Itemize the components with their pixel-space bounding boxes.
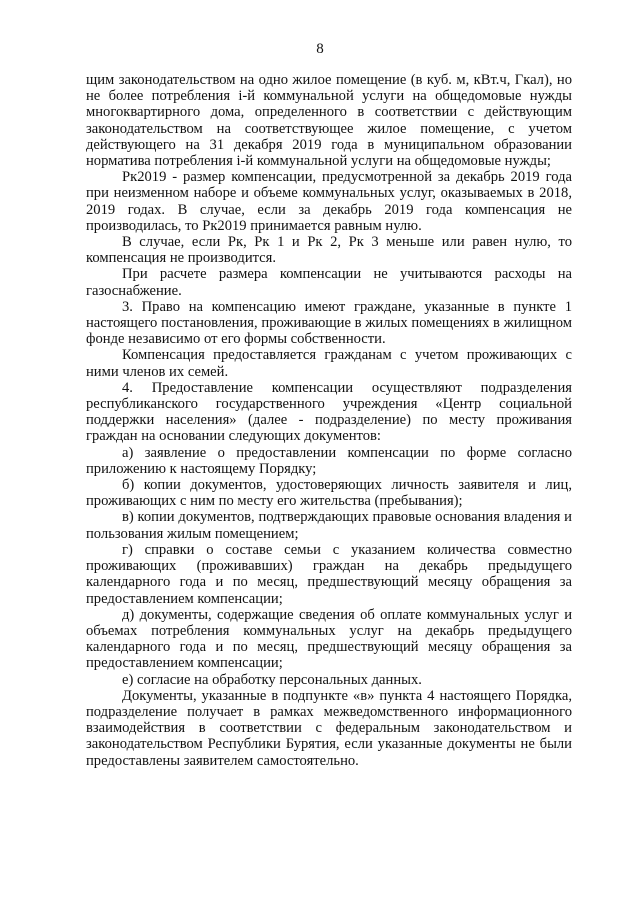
paragraph: При расчете размера компенсации не учитываются расходы на газоснабжение. (86, 266, 572, 299)
paragraph: Компенсация предоставляется гражданам с учетом проживающих с ними членов их семей. (86, 347, 572, 380)
paragraph: 4. Предоставление компенсации осуществляют подразделения республиканского государственного учреждения «Центр социальной поддержки населения» (далее - подразделение) по месту проживания граждан на основании следующих документов: (86, 379, 572, 445)
document-body (86, 72, 572, 769)
paragraph: Рк2019 - размер компенсации, предусмотренной за декабрь 2019 года при неизменном наборе и объеме коммунальных услуг, оказываемых в 2018, 2019 годах. В случае, если за декабрь 2019 года компенсация не производилась, то Рк2019 принимается равным нулю. (86, 169, 572, 234)
paragraph: В случае, если Рк, Рк 1 и Рк 2, Рк 3 меньше или равен нулю, то компенсация не производится. (86, 234, 572, 267)
paragraph: 3. Право на компенсацию имеют граждане, указанные в пункте 1 настоящего постановления, проживающие в жилых помещениях в жилищном фонде независимо от его формы собственности. (86, 298, 572, 348)
paragraph: Документы, указанные в подпункте «в» пункта 4 настоящего Порядка, подразделение получает в рамках межведомственного информационного взаимодействия в соответствии с федеральным законодательством и законодательством Республики Бурятия, если указанные документы не были предоставлены заявителем самостоятельно. (86, 687, 572, 769)
paragraph: г) справки о составе семьи с указанием количества совместно проживающих (проживавших) граждан на декабрь предыдущего календарного года и по месяц, предшествующий месяцу обращения за предоставлением компенсации; (86, 541, 572, 607)
paragraph: д) документы, содержащие сведения об оплате коммунальных услуг и объемах потребления коммунальных услуг на декабрь предыдущего календарного года и по месяц, предшествующий месяцу обращения за предоставлением компенсации; (86, 606, 572, 672)
page-number: 8 (316, 41, 324, 57)
paragraph: а) заявление о предоставлении компенсации по форме согласно приложению к настоящему Порядку; (86, 444, 572, 477)
paragraph: б) копии документов, удостоверяющих личность заявителя и лиц, проживающих с ним по месту его жительства (пребывания); (86, 477, 572, 510)
paragraph: щим законодательством на одно жилое помещение (в куб. м, кВт.ч, Гкал), но не более потребления i-й коммунальной услуги на общедомовые нужды многоквартирного дома, определенного в соответствии с действующим законодательством на соответствующее жилое помещение, с учетом действующего на 31 декабря 2019 года в муниципальном образовании норматива потребления i-й коммунальной услуги на общедомовые нужды; (86, 72, 572, 170)
paragraph: в) копии документов, подтверждающих правовые основания владения и пользования жилым помещением; (86, 509, 572, 542)
paragraph: е) согласие на обработку персональных данных. (122, 671, 422, 688)
